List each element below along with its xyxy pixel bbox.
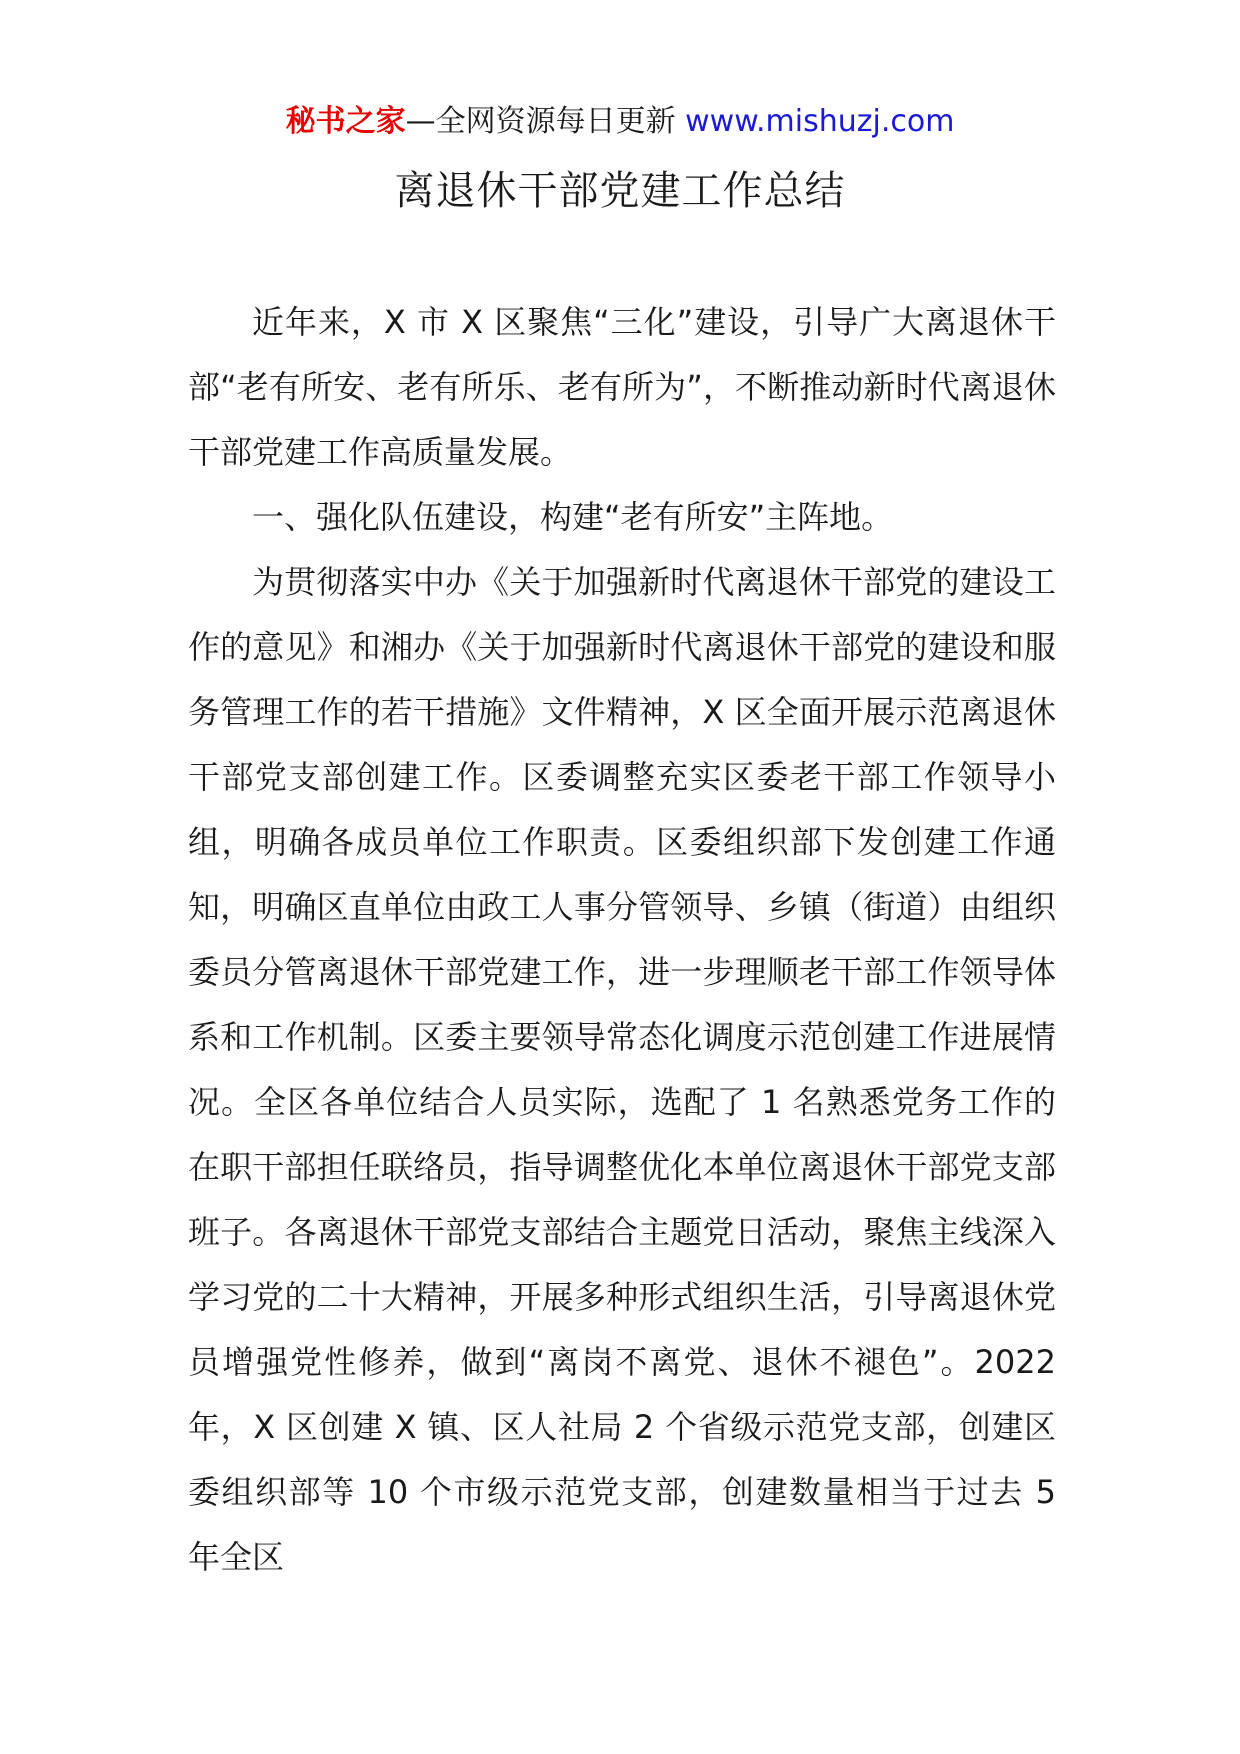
site-brand: 秘书之家	[285, 104, 406, 139]
section-heading: 一、强化队伍建设，构建“老有所安”主阵地。	[252, 498, 894, 536]
document-title: 离退休干部党建工作总结	[394, 168, 846, 214]
intro-paragraph: 近年来，X 市 X 区聚焦“三化”建设，引导广大离退休干部“老有所安、老有所乐、老有所为”，不断推动新时代离退休干部党建工作高质量发展。	[188, 303, 1056, 471]
site-url-link[interactable]: www.mishuzj.com	[685, 104, 955, 139]
section-paragraph: 为贯彻落实中办《关于加强新时代离退休干部党的建设工作的意见》和湘办《关于加强新时代离退休干部党的建设和服务管理工作的若干措施》文件精神，X 区全面开展示范离退休干部党支部创建工作。区委调整充实区委老干部工作领导小组，明确各成员单位工作职责。区委组织部下发创建工作通知，明确区直单位由政工人事分管领导、乡镇（街道）由组织委员分管离退休干部党建工作，进一步理顺老干部工作领导体系和工作机制。区委主要领导常态化调度示范创建工作进展情况。全区各单位结合人员实际，选配了 1 名熟悉党务工作的在职干部担任联络员，指导调整优化本单位离退休干部党支部班子。各离退休干部党支部结合主题党日活动，聚焦主线深入学习党的二十大精神，开展多种形式组织生活，引导离退休党员增强党性修养，做到“离岗不离党、退休不褪色”。2022 年，X 区创建 X 镇、区人社局 2 个省级示范党支部，创建区委组织部等 10 个市级示范党支部，创建数量相当于过去 5 年全区	[188, 563, 1056, 1576]
document-body	[188, 290, 1056, 1590]
site-header	[0, 100, 1240, 144]
site-tagline: —全网资源每日更新	[405, 104, 676, 139]
